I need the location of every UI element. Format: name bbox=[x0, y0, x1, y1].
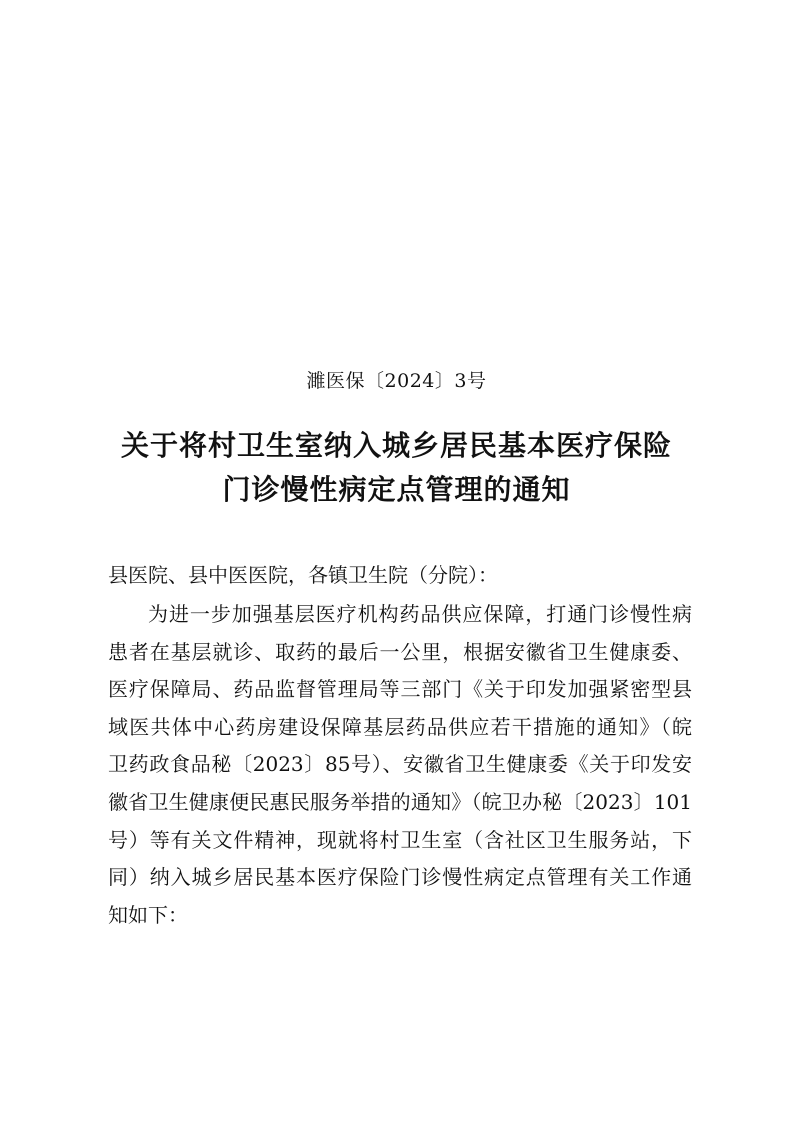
body-line: 徽省卫生健康便民惠民服务举措的通知》（皖卫办秘〔2023〕101 bbox=[108, 789, 692, 814]
body-line: 同）纳入城乡居民基本医疗保险门诊慢性病定点管理有关工作通 bbox=[108, 865, 692, 890]
body-line: 为进一步加强基层医疗机构药品供应保障，打通门诊慢性病 bbox=[148, 602, 692, 626]
body-line: 患者在基层就诊、取药的最后一公里，根据安徽省卫生健康委、 bbox=[108, 639, 692, 664]
body-line: 卫药政食品秘〔2023〕85号）、安徽省卫生健康委《关于印发安 bbox=[108, 752, 692, 777]
body-line: 知如下： bbox=[108, 902, 188, 927]
body-line: 域医共体中心药房建设保障基层药品供应若干措施的通知》（皖 bbox=[108, 714, 692, 739]
body-line: 号）等有关文件精神，现就将村卫生室（含社区卫生服务站，下 bbox=[108, 827, 692, 852]
title-line-2: 门诊慢性病定点管理的通知 bbox=[222, 473, 571, 506]
salutation: 县医院、县中医医院，各镇卫生院（分院）： bbox=[108, 563, 498, 587]
document-title bbox=[0, 424, 793, 512]
title-line-1: 关于将村卫生室纳入城乡居民基本医疗保险 bbox=[120, 429, 672, 462]
body-line: 医疗保障局、药品监督管理局等三部门《关于印发加强紧密型县 bbox=[108, 677, 692, 702]
document-number: 濉医保〔2024〕3号 bbox=[306, 370, 487, 392]
body-paragraph bbox=[108, 596, 692, 934]
